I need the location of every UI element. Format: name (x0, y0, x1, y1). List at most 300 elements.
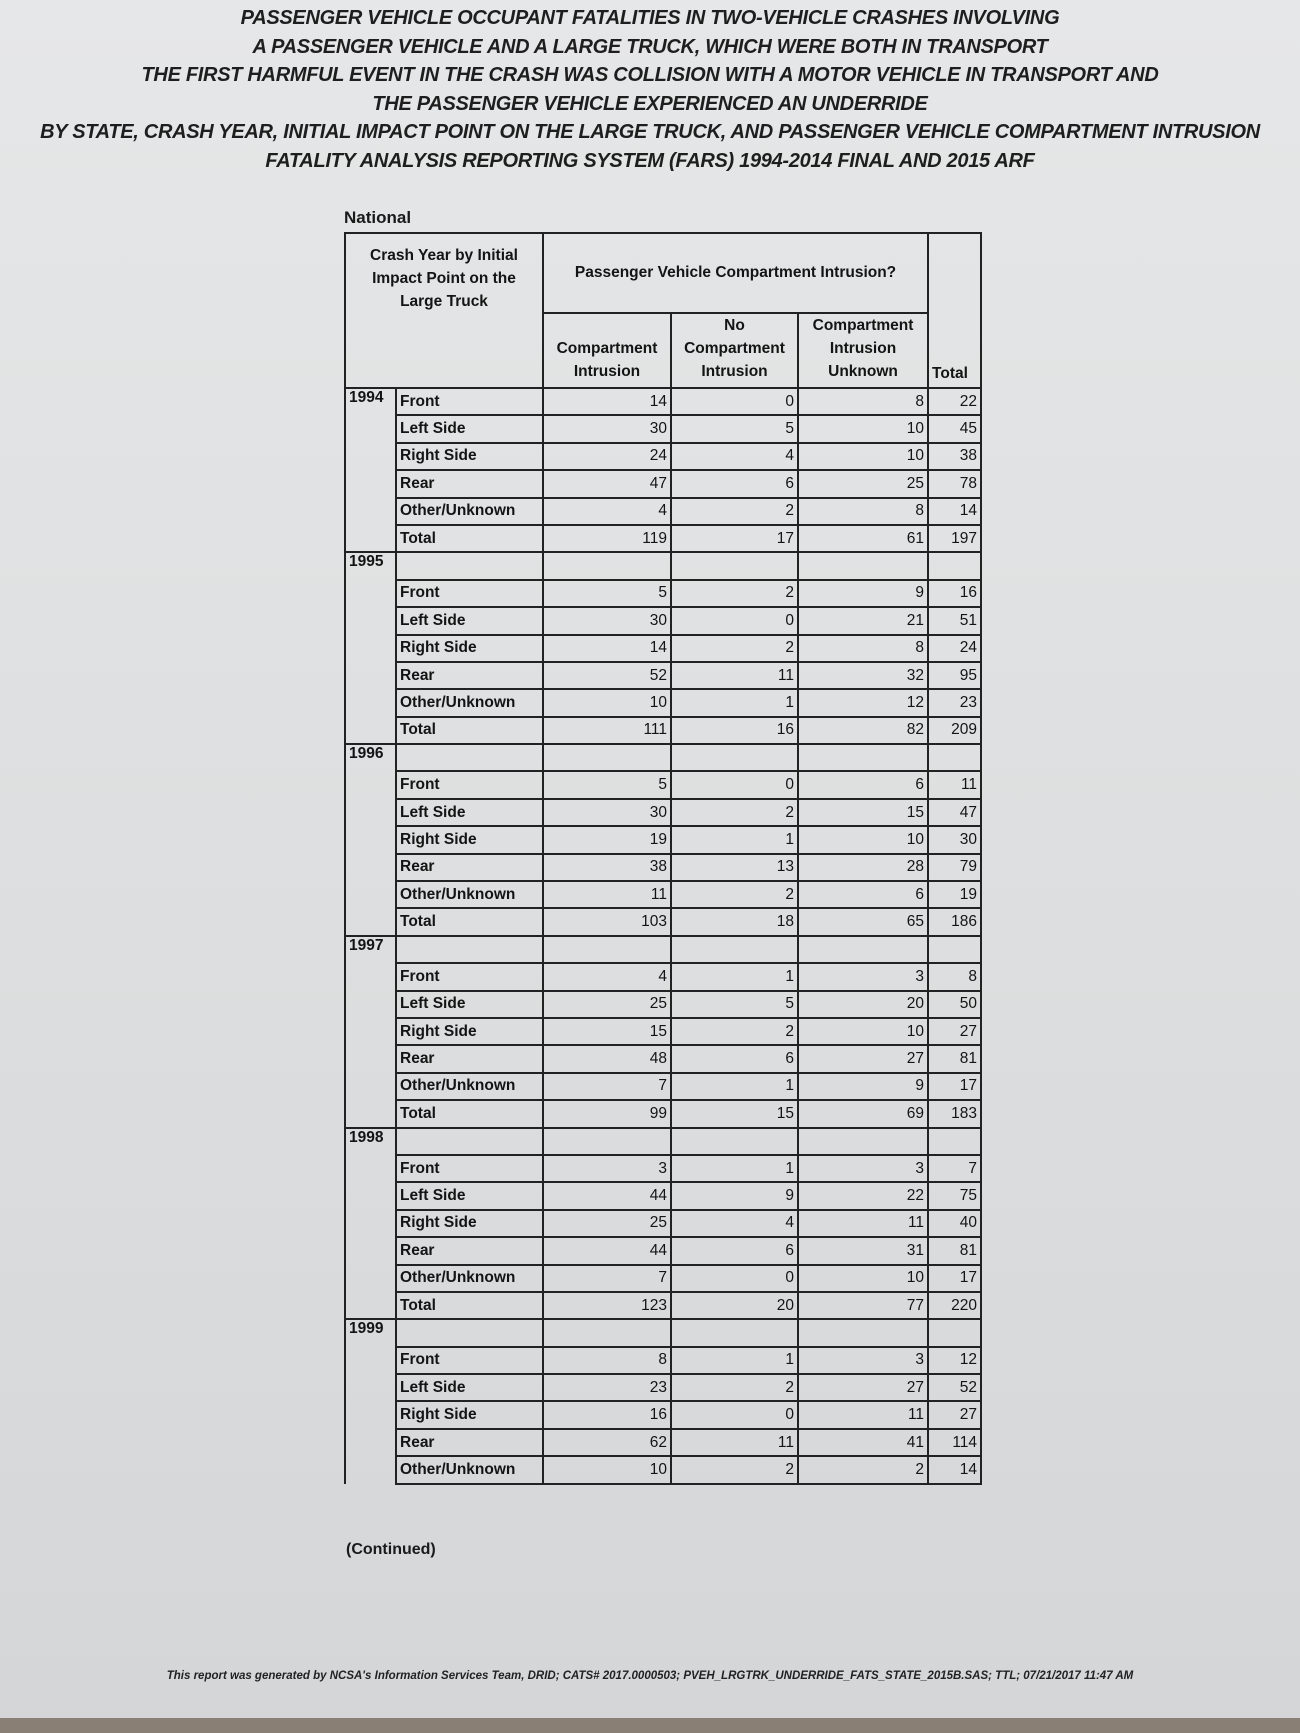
compartment-intrusion-value: 38 (543, 854, 671, 881)
row-total-value: 14 (928, 498, 981, 525)
table-row (345, 1292, 981, 1319)
table-row (345, 991, 981, 1018)
impact-point-label: Front (396, 963, 543, 990)
impact-point-label: Total (396, 1100, 543, 1127)
no-compartment-intrusion-value: 1 (671, 1073, 798, 1100)
blank-value-cell (671, 1128, 798, 1155)
col-header-compartment-intrusion: Compartment Intrusion (543, 313, 671, 388)
intrusion-unknown-value: 10 (798, 1018, 928, 1045)
table-row (345, 1456, 981, 1483)
compartment-intrusion-value: 8 (543, 1347, 671, 1374)
year-spacer-cell (345, 443, 396, 470)
impact-point-label: Total (396, 525, 543, 552)
year-header-row (345, 936, 981, 963)
impact-point-label: Total (396, 717, 543, 744)
row-total-value: 51 (928, 607, 981, 634)
intrusion-unknown-value: 21 (798, 607, 928, 634)
blank-value-cell (928, 1319, 981, 1346)
year-spacer-cell (345, 1292, 396, 1319)
year-spacer-cell (345, 525, 396, 552)
compartment-intrusion-value: 5 (543, 771, 671, 798)
no-compartment-intrusion-value: 20 (671, 1292, 798, 1319)
table-row (345, 1100, 981, 1127)
year-label: 1995 (345, 552, 396, 579)
impact-point-label: Left Side (396, 415, 543, 442)
blank-value-cell (543, 1319, 671, 1346)
blank-value-cell (543, 744, 671, 771)
impact-point-label: Front (396, 388, 543, 415)
no-compartment-intrusion-value: 2 (671, 580, 798, 607)
table-row (345, 1237, 981, 1264)
intrusion-unknown-value: 15 (798, 799, 928, 826)
compartment-intrusion-value: 4 (543, 963, 671, 990)
year-spacer-cell (345, 1456, 396, 1483)
table-row (345, 1347, 981, 1374)
intrusion-unknown-value: 6 (798, 881, 928, 908)
report-title (0, 4, 1300, 175)
compartment-intrusion-value: 44 (543, 1237, 671, 1264)
compartment-intrusion-value: 48 (543, 1045, 671, 1072)
impact-point-label: Right Side (396, 635, 543, 662)
table-row (345, 908, 981, 935)
impact-point-label: Left Side (396, 991, 543, 1018)
impact-point-label: Rear (396, 854, 543, 881)
corner-header: Crash Year by Initial Impact Point on the Large Truck (345, 233, 543, 388)
no-compartment-intrusion-value: 2 (671, 635, 798, 662)
impact-point-label: Front (396, 1347, 543, 1374)
intrusion-unknown-value: 28 (798, 854, 928, 881)
impact-point-label: Total (396, 1292, 543, 1319)
no-compartment-intrusion-value: 6 (671, 1045, 798, 1072)
table-row (345, 1182, 981, 1209)
compartment-intrusion-value: 123 (543, 1292, 671, 1319)
intrusion-unknown-value: 82 (798, 717, 928, 744)
no-compartment-intrusion-value: 2 (671, 1456, 798, 1483)
no-compartment-intrusion-value: 4 (671, 1210, 798, 1237)
intrusion-unknown-value: 31 (798, 1237, 928, 1264)
compartment-intrusion-value: 10 (543, 1456, 671, 1483)
blank-value-cell (543, 552, 671, 579)
intrusion-unknown-value: 41 (798, 1429, 928, 1456)
impact-point-label: Right Side (396, 443, 543, 470)
blank-value-cell (671, 936, 798, 963)
compartment-intrusion-value: 25 (543, 1210, 671, 1237)
no-compartment-intrusion-value: 2 (671, 1018, 798, 1045)
compartment-intrusion-value: 7 (543, 1265, 671, 1292)
no-compartment-intrusion-value: 6 (671, 1237, 798, 1264)
compartment-intrusion-value: 14 (543, 635, 671, 662)
row-total-value: 52 (928, 1374, 981, 1401)
intrusion-unknown-value: 12 (798, 689, 928, 716)
year-spacer-cell (345, 717, 396, 744)
table-row (345, 580, 981, 607)
table-row (345, 470, 981, 497)
impact-point-label: Front (396, 580, 543, 607)
year-header-row (345, 1128, 981, 1155)
row-total-value: 30 (928, 826, 981, 853)
blank-label-cell (396, 1319, 543, 1346)
no-compartment-intrusion-value: 0 (671, 388, 798, 415)
year-spacer-cell (345, 1182, 396, 1209)
intrusion-unknown-value: 10 (798, 826, 928, 853)
impact-point-label: Other/Unknown (396, 498, 543, 525)
year-spacer-cell (345, 1155, 396, 1182)
year-spacer-cell (345, 1429, 396, 1456)
no-compartment-intrusion-value: 6 (671, 470, 798, 497)
compartment-intrusion-value: 16 (543, 1401, 671, 1428)
row-total-value: 47 (928, 799, 981, 826)
table-row (345, 717, 981, 744)
title-line: THE FIRST HARMFUL EVENT IN THE CRASH WAS COLLISION WITH A MOTOR VEHICLE IN TRANSPORT AND (141, 64, 1159, 86)
blank-label-cell (396, 936, 543, 963)
no-compartment-intrusion-value: 5 (671, 415, 798, 442)
no-compartment-intrusion-value: 1 (671, 689, 798, 716)
intrusion-unknown-value: 10 (798, 1265, 928, 1292)
table-row (345, 1401, 981, 1428)
header-blank-cell (928, 233, 981, 313)
compartment-intrusion-value: 111 (543, 717, 671, 744)
intrusion-unknown-value: 9 (798, 580, 928, 607)
table-row (345, 635, 981, 662)
table-row (345, 689, 981, 716)
no-compartment-intrusion-value: 11 (671, 662, 798, 689)
table-row (345, 1155, 981, 1182)
intrusion-unknown-value: 77 (798, 1292, 928, 1319)
blank-value-cell (798, 936, 928, 963)
year-spacer-cell (345, 1045, 396, 1072)
table-row (345, 1374, 981, 1401)
table-body (345, 388, 981, 1484)
blank-value-cell (928, 744, 981, 771)
intrusion-unknown-value: 32 (798, 662, 928, 689)
table-row (345, 963, 981, 990)
row-total-value: 183 (928, 1100, 981, 1127)
no-compartment-intrusion-value: 0 (671, 1265, 798, 1292)
no-compartment-intrusion-value: 18 (671, 908, 798, 935)
table-row (345, 1073, 981, 1100)
table-row (345, 525, 981, 552)
row-total-value: 17 (928, 1265, 981, 1292)
row-total-value: 81 (928, 1045, 981, 1072)
row-total-value: 209 (928, 717, 981, 744)
no-compartment-intrusion-value: 17 (671, 525, 798, 552)
row-total-value: 45 (928, 415, 981, 442)
year-label: 1994 (345, 388, 396, 415)
impact-point-label: Left Side (396, 1182, 543, 1209)
compartment-intrusion-value: 30 (543, 799, 671, 826)
table-row (345, 443, 981, 470)
title-line: A PASSENGER VEHICLE AND A LARGE TRUCK, WHICH WERE BOTH IN TRANSPORT (252, 35, 1048, 58)
impact-point-label: Right Side (396, 1018, 543, 1045)
no-compartment-intrusion-value: 15 (671, 1100, 798, 1127)
impact-point-label: Other/Unknown (396, 881, 543, 908)
intrusion-unknown-value: 8 (798, 498, 928, 525)
title-line: PASSENGER VEHICLE OCCUPANT FATALITIES IN TWO-VEHICLE CRASHES INVOLVING (240, 7, 1060, 29)
intrusion-unknown-value: 2 (798, 1456, 928, 1483)
blank-value-cell (543, 936, 671, 963)
col-header-no-compartment-intrusion: No Compartment Intrusion (671, 313, 798, 388)
impact-point-label: Front (396, 1155, 543, 1182)
no-compartment-intrusion-value: 0 (671, 607, 798, 634)
year-spacer-cell (345, 1100, 396, 1127)
impact-point-label: Left Side (396, 607, 543, 634)
row-total-value: 8 (928, 963, 981, 990)
no-compartment-intrusion-value: 1 (671, 963, 798, 990)
col-header-intrusion-unknown: Compartment Intrusion Unknown (798, 313, 928, 388)
year-spacer-cell (345, 580, 396, 607)
intrusion-unknown-value: 22 (798, 1182, 928, 1209)
row-total-value: 17 (928, 1073, 981, 1100)
blank-value-cell (798, 1319, 928, 1346)
row-total-value: 24 (928, 635, 981, 662)
intrusion-unknown-value: 11 (798, 1210, 928, 1237)
row-total-value: 75 (928, 1182, 981, 1209)
year-spacer-cell (345, 963, 396, 990)
compartment-intrusion-value: 30 (543, 415, 671, 442)
blank-value-cell (928, 936, 981, 963)
compartment-intrusion-value: 119 (543, 525, 671, 552)
section-label: National (344, 208, 412, 227)
year-spacer-cell (345, 881, 396, 908)
row-total-value: 12 (928, 1347, 981, 1374)
no-compartment-intrusion-value: 0 (671, 1401, 798, 1428)
compartment-intrusion-value: 3 (543, 1155, 671, 1182)
intrusion-unknown-value: 3 (798, 1347, 928, 1374)
compartment-intrusion-value: 47 (543, 470, 671, 497)
table-row (345, 1265, 981, 1292)
col-header-total: Total (928, 313, 981, 388)
impact-point-label: Rear (396, 1237, 543, 1264)
page-edge (0, 1718, 1300, 1733)
row-total-value: 38 (928, 443, 981, 470)
intrusion-unknown-value: 8 (798, 635, 928, 662)
year-spacer-cell (345, 1073, 396, 1100)
no-compartment-intrusion-value: 1 (671, 1347, 798, 1374)
year-spacer-cell (345, 1210, 396, 1237)
blank-value-cell (798, 744, 928, 771)
intrusion-unknown-value: 65 (798, 908, 928, 935)
year-spacer-cell (345, 662, 396, 689)
year-spacer-cell (345, 826, 396, 853)
compartment-intrusion-value: 19 (543, 826, 671, 853)
year-spacer-cell (345, 498, 396, 525)
no-compartment-intrusion-value: 0 (671, 771, 798, 798)
blank-value-cell (798, 1128, 928, 1155)
row-total-value: 19 (928, 881, 981, 908)
year-label: 1998 (345, 1128, 396, 1155)
row-total-value: 14 (928, 1456, 981, 1483)
title-line: THE PASSENGER VEHICLE EXPERIENCED AN UNDERRIDE (372, 92, 928, 115)
compartment-intrusion-value: 52 (543, 662, 671, 689)
row-total-value: 40 (928, 1210, 981, 1237)
row-total-value: 79 (928, 854, 981, 881)
table-row (345, 854, 981, 881)
year-spacer-cell (345, 1374, 396, 1401)
no-compartment-intrusion-value: 1 (671, 826, 798, 853)
blank-label-cell (396, 744, 543, 771)
compartment-intrusion-value: 11 (543, 881, 671, 908)
year-spacer-cell (345, 854, 396, 881)
row-total-value: 50 (928, 991, 981, 1018)
compartment-intrusion-value: 5 (543, 580, 671, 607)
table-row (345, 1018, 981, 1045)
compartment-intrusion-value: 24 (543, 443, 671, 470)
row-total-value: 197 (928, 525, 981, 552)
intrusion-unknown-value: 61 (798, 525, 928, 552)
impact-point-label: Other/Unknown (396, 1073, 543, 1100)
year-label: 1996 (345, 744, 396, 771)
intrusion-unknown-value: 25 (798, 470, 928, 497)
impact-point-label: Rear (396, 1429, 543, 1456)
blank-value-cell (928, 1128, 981, 1155)
compartment-intrusion-value: 14 (543, 388, 671, 415)
compartment-intrusion-value: 30 (543, 607, 671, 634)
year-spacer-cell (345, 991, 396, 1018)
table-row (345, 607, 981, 634)
no-compartment-intrusion-value: 2 (671, 799, 798, 826)
compartment-intrusion-value: 10 (543, 689, 671, 716)
year-header-row (345, 1319, 981, 1346)
row-total-value: 27 (928, 1401, 981, 1428)
impact-point-label: Rear (396, 1045, 543, 1072)
row-total-value: 81 (928, 1237, 981, 1264)
intrusion-unknown-value: 10 (798, 415, 928, 442)
blank-label-cell (396, 1128, 543, 1155)
no-compartment-intrusion-value: 2 (671, 1374, 798, 1401)
impact-point-label: Right Side (396, 826, 543, 853)
year-header-row (345, 744, 981, 771)
intrusion-unknown-value: 11 (798, 1401, 928, 1428)
year-spacer-cell (345, 607, 396, 634)
year-header-row (345, 552, 981, 579)
impact-point-label: Right Side (396, 1210, 543, 1237)
table-row (345, 799, 981, 826)
blank-value-cell (671, 1319, 798, 1346)
blank-value-cell (671, 552, 798, 579)
impact-point-label: Left Side (396, 799, 543, 826)
compartment-intrusion-value: 4 (543, 498, 671, 525)
blank-value-cell (928, 552, 981, 579)
intrusion-unknown-value: 3 (798, 1155, 928, 1182)
compartment-intrusion-value: 62 (543, 1429, 671, 1456)
impact-point-label: Other/Unknown (396, 689, 543, 716)
table-row (345, 498, 981, 525)
row-total-value: 114 (928, 1429, 981, 1456)
no-compartment-intrusion-value: 9 (671, 1182, 798, 1209)
table-row (345, 1429, 981, 1456)
blank-label-cell (396, 552, 543, 579)
title-line: FATALITY ANALYSIS REPORTING SYSTEM (FARS) 1994-2014 FINAL AND 2015 ARF (265, 149, 1035, 172)
year-spacer-cell (345, 771, 396, 798)
impact-point-label: Rear (396, 662, 543, 689)
row-total-value: 7 (928, 1155, 981, 1182)
no-compartment-intrusion-value: 11 (671, 1429, 798, 1456)
no-compartment-intrusion-value: 16 (671, 717, 798, 744)
table-row (345, 771, 981, 798)
row-total-value: 11 (928, 771, 981, 798)
impact-point-label: Front (396, 771, 543, 798)
row-total-value: 16 (928, 580, 981, 607)
table-row (345, 1210, 981, 1237)
year-label: 1999 (345, 1319, 396, 1346)
continued-label: (Continued) (346, 1541, 436, 1558)
intrusion-unknown-value: 20 (798, 991, 928, 1018)
table-row (345, 388, 981, 415)
year-spacer-cell (345, 1265, 396, 1292)
intrusion-unknown-value: 8 (798, 388, 928, 415)
blank-value-cell (798, 552, 928, 579)
blank-value-cell (543, 1128, 671, 1155)
intrusion-unknown-value: 27 (798, 1045, 928, 1072)
row-total-value: 22 (928, 388, 981, 415)
row-total-value: 95 (928, 662, 981, 689)
compartment-intrusion-value: 7 (543, 1073, 671, 1100)
year-spacer-cell (345, 799, 396, 826)
no-compartment-intrusion-value: 13 (671, 854, 798, 881)
year-spacer-cell (345, 470, 396, 497)
year-spacer-cell (345, 1401, 396, 1428)
no-compartment-intrusion-value: 2 (671, 498, 798, 525)
year-spacer-cell (345, 1237, 396, 1264)
table-row (345, 1045, 981, 1072)
year-spacer-cell (345, 635, 396, 662)
row-total-value: 186 (928, 908, 981, 935)
compartment-intrusion-value: 15 (543, 1018, 671, 1045)
table-row (345, 415, 981, 442)
table-row (345, 826, 981, 853)
footer-note: This report was generated by NCSA's Information Services Team, DRID; CATS# 2017.0000503; PVEH_LRGTRK_UNDERRIDE_FATS_STATE_2015B.SAS; TTL; 07/21/2017 11:47 AM (166, 1670, 1134, 1682)
table-row (345, 662, 981, 689)
intrusion-unknown-value: 69 (798, 1100, 928, 1127)
year-spacer-cell (345, 689, 396, 716)
compartment-intrusion-value: 103 (543, 908, 671, 935)
row-total-value: 23 (928, 689, 981, 716)
row-total-value: 78 (928, 470, 981, 497)
no-compartment-intrusion-value: 2 (671, 881, 798, 908)
compartment-intrusion-value: 44 (543, 1182, 671, 1209)
compartment-intrusion-value: 99 (543, 1100, 671, 1127)
no-compartment-intrusion-value: 4 (671, 443, 798, 470)
impact-point-label: Rear (396, 470, 543, 497)
table-row (345, 881, 981, 908)
year-spacer-cell (345, 415, 396, 442)
impact-point-label: Other/Unknown (396, 1456, 543, 1483)
year-spacer-cell (345, 908, 396, 935)
year-spacer-cell (345, 1018, 396, 1045)
no-compartment-intrusion-value: 5 (671, 991, 798, 1018)
title-line: BY STATE, CRASH YEAR, INITIAL IMPACT POINT ON THE LARGE TRUCK, AND PASSENGER VEHICLE COMPARTMENT INTRUSION (40, 121, 1260, 143)
impact-point-label: Right Side (396, 1401, 543, 1428)
compartment-intrusion-value: 25 (543, 991, 671, 1018)
year-label: 1997 (345, 936, 396, 963)
impact-point-label: Total (396, 908, 543, 935)
no-compartment-intrusion-value: 1 (671, 1155, 798, 1182)
compartment-intrusion-value: 23 (543, 1374, 671, 1401)
blank-value-cell (671, 744, 798, 771)
intrusion-unknown-value: 10 (798, 443, 928, 470)
row-total-value: 27 (928, 1018, 981, 1045)
year-spacer-cell (345, 1347, 396, 1374)
fatalities-table (344, 232, 982, 1485)
intrusion-unknown-value: 3 (798, 963, 928, 990)
intrusion-unknown-value: 27 (798, 1374, 928, 1401)
intrusion-unknown-value: 6 (798, 771, 928, 798)
group-header: Passenger Vehicle Compartment Intrusion? (543, 233, 928, 313)
intrusion-unknown-value: 9 (798, 1073, 928, 1100)
impact-point-label: Other/Unknown (396, 1265, 543, 1292)
row-total-value: 220 (928, 1292, 981, 1319)
impact-point-label: Left Side (396, 1374, 543, 1401)
